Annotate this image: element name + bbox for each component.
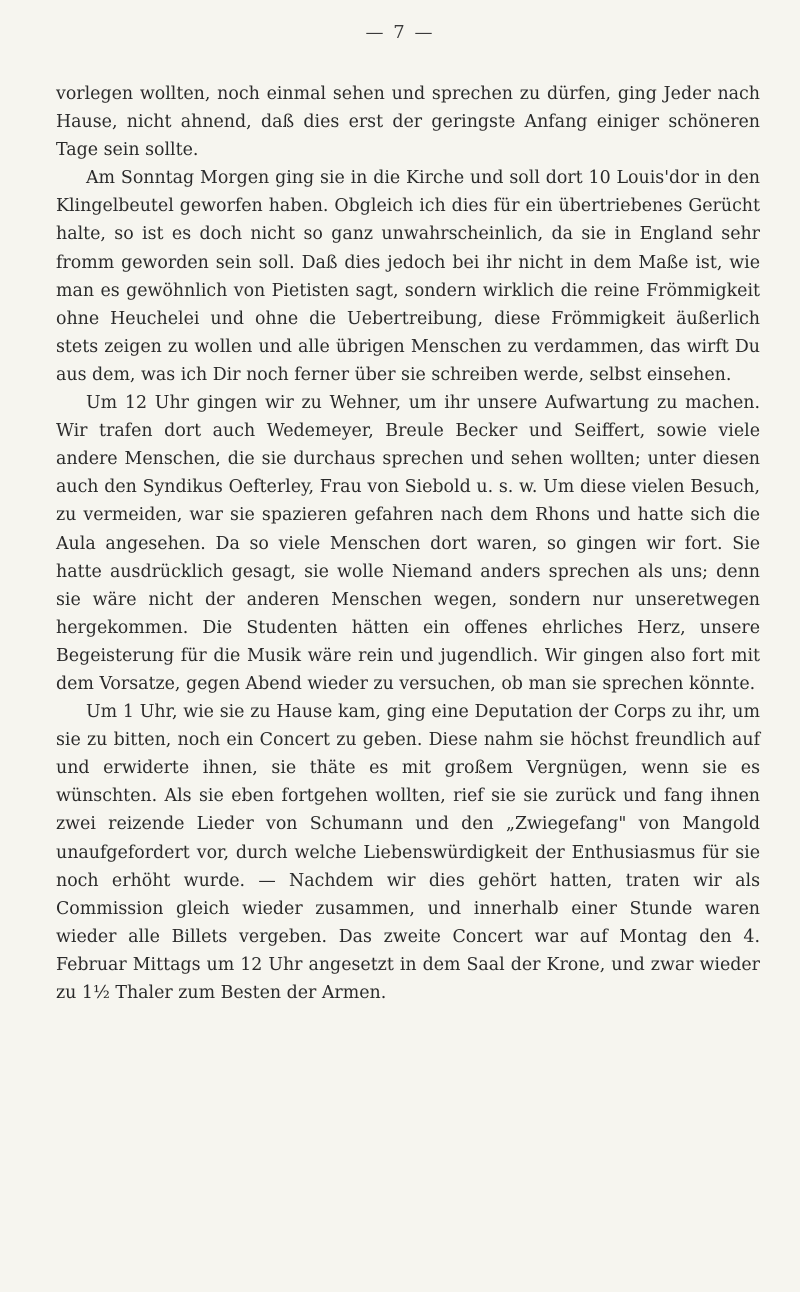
page-number: — 7 — [365, 22, 435, 43]
paragraph-2: Am Sonntag Morgen ging sie in die Kirche und soll dort 10 Louis'dor in den Klingelbeutel geworfen haben. Obgleich ich dies für ein übertriebenes Gerücht halte, so ist es doch nicht so ganz unwahrscheinlich, da sie in England sehr fromm geworden sein soll. Daß dies jedoch bei ihr nicht in dem Maße ist, wie man es gewöhnlich von Pietisten sagt, sondern wirklich die reine Frömmigkeit ohne Heuchelei und ohne die Uebertreibung, diese Frömmigkeit äußerlich stets zeigen zu wollen und alle übrigen Menschen zu verdammen, das wirft Du aus dem, was ich Dir noch ferner über sie schreiben werde, selbst einsehen. [56, 168, 760, 385]
paragraph-4: Um 1 Uhr, wie sie zu Hause kam, ging eine Deputation der Corps zu ihr, um sie zu bitten, noch ein Concert zu geben. Diese nahm sie höchst freundlich auf und erwiderte ihnen, sie thäte es mit großem Vergnügen, wenn sie es wünschten. Als sie eben fortgehen wollten, rief sie sie zurück und fang ihnen zwei reizende Lieder von Schumann und den „Zwiegefang" von Mangold unaufgefordert vor, durch welche Liebenswürdigkeit der Enthusiasmus für sie noch erhöht wurde. — Nachdem wir dies gehört hatten, traten wir als Commission gleich wieder zusammen, und innerhalb einer Stunde waren wieder alle Billets vergeben. Das zweite Concert war auf Montag den 4. Februar Mittags um 12 Uhr angesetzt in dem Saal der Krone, und zwar wieder zu 1½ Thaler zum Besten der Armen. [56, 702, 760, 1003]
paragraph-1: vorlegen wollten, noch einmal sehen und sprechen zu dürfen, ging Jeder nach Hause, nicht ahnend, daß dies erst der geringste Anfang einiger schöneren Tage sein sollte. [56, 84, 760, 161]
body-text [56, 80, 760, 1007]
paragraph-3: Um 12 Uhr gingen wir zu Wehner, um ihr unsere Aufwartung zu machen. Wir trafen dort auch Wedemeyer, Breule Becker und Seiffert, sowie viele andere Menschen, die sie durchaus sprechen und sehen wollten; unter diesen auch den Syndikus Oefterley, Frau von Siebold u. s. w. Um diese vielen Besuch, zu vermeiden, war sie spazieren gefahren nach dem Rhons und hatte sich die Aula angesehen. Da so viele Menschen dort waren, so gingen wir fort. Sie hatte ausdrücklich gesagt, sie wolle Niemand anders sprechen als uns; denn sie wäre nicht der anderen Menschen wegen, sondern nur unseretwegen hergekommen. Die Studenten hätten ein offenes ehrliches Herz, unsere Begeisterung für die Musik wäre rein und jugendlich. Wir gingen also fort mit dem Vorsatze, gegen Abend wieder zu versuchen, ob man sie sprechen könnte. [56, 393, 760, 694]
